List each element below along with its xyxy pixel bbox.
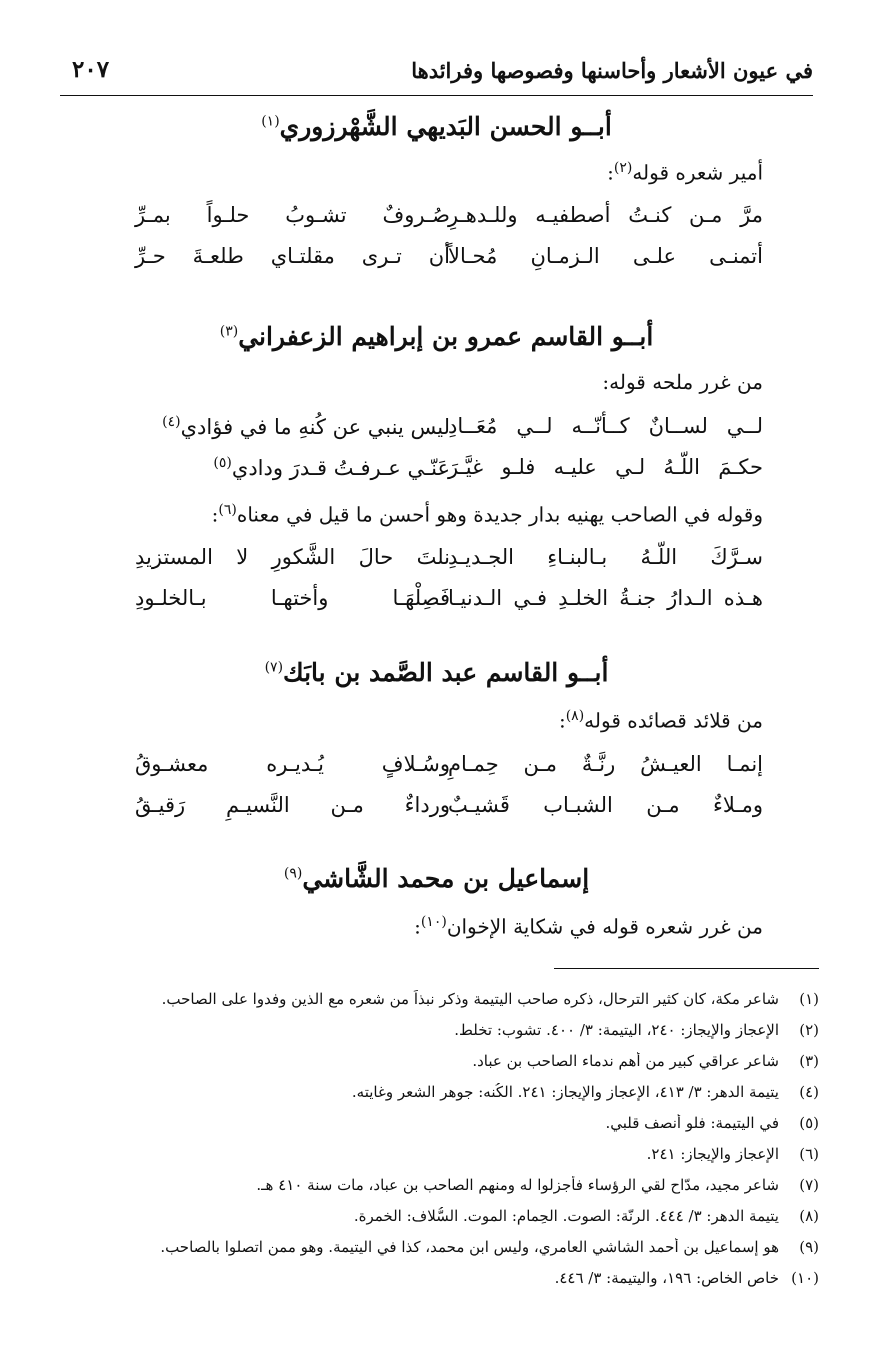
intro-text: من قلائد قصائده قوله xyxy=(584,708,763,733)
section-intro xyxy=(212,502,763,527)
footnote-ref: (٨) xyxy=(565,708,585,724)
footnote-text: الإعجاز والإيجاز: ٢٤٠، اليتيمة: ٣/ ٤٠٠. تشوب: تخلط. xyxy=(454,1021,779,1039)
verse-line xyxy=(0,244,873,276)
footnote-text: شاعر مجيد، مدّاح لقي الرؤساء فأجزلوا له ومنهم الصاحب بن عباد، مات سنة ٤١٠ هـ. xyxy=(256,1176,779,1194)
verse-line xyxy=(0,455,873,487)
footnote-text: يتيمة الدهر: ٣/ ٤١٣، الإعجاز والإيجاز: ٢٤١. الكُنه: جوهر الشعر وغايته. xyxy=(351,1083,779,1101)
running-title: في عيون الأشعار وأحاسنها وفصوصها وفرائدها xyxy=(411,58,813,83)
section-title-text: إسماعيل بن محمد الشَّاشي xyxy=(302,864,590,893)
intro-colon: : xyxy=(558,708,566,733)
verse-second-hemistich: أن تـرى مقلتـاي طلعـةَ حـرِّ xyxy=(135,244,450,268)
footnote-text: خاص الخاص: ١٩٦، واليتيمة: ٣/ ٤٤٦. xyxy=(554,1269,779,1287)
footnote-number: (٦) xyxy=(799,1145,819,1163)
verse-line xyxy=(0,414,873,446)
page-number: ٢٠٧ xyxy=(72,56,110,83)
verse-first-hemistich: إنمـا العيـشُ رنَّـةٌ مـن حِمـامِ xyxy=(448,752,763,776)
section-title-text: أبــو الحسن البَديهي الشَّهْرزوري xyxy=(279,112,612,141)
footnote-number: (٧) xyxy=(799,1176,819,1194)
intro-text: أمير شعره قوله xyxy=(632,160,763,185)
footnote-number: (٢) xyxy=(799,1021,819,1039)
verse-second-hemistich: ورداءٌ مـن النَّسيـمِ رَقيـقُ xyxy=(135,793,450,817)
verse-line xyxy=(0,586,873,618)
footnote xyxy=(39,1176,819,1194)
verse-second-hemistich xyxy=(135,455,450,480)
verse-second-hemistich: صُـروفٌ تشـوبُ حلـواً بمـرِّ xyxy=(135,203,450,227)
footnote-number: (١٠) xyxy=(791,1269,819,1287)
section-intro xyxy=(602,370,763,394)
hemistich-text: ليس ينبي عن كُنهِ ما في فؤادي xyxy=(180,415,450,439)
footnote-separator xyxy=(554,968,819,969)
section-intro xyxy=(559,708,763,733)
verse-second-hemistich: فَصِلْهَـا وأختهـا بـالخلـودِ xyxy=(135,586,450,610)
intro-colon: : xyxy=(211,502,219,527)
intro-colon: : xyxy=(602,370,610,394)
hemistich-text: عَنّـي عـرفـتُ قـدرَ ودادي xyxy=(231,456,450,480)
footnote-ref: (٩) xyxy=(283,865,303,882)
footnote-text: الإعجاز والإيجاز: ٢٤١. xyxy=(646,1145,779,1163)
verse-line xyxy=(0,752,873,784)
verse-first-hemistich: ومـلاءٌ مـن الشبـاب قَشيـبٌ xyxy=(448,793,763,817)
section-title-text: أبــو القاسم عمرو بن إبراهيم الزعفراني xyxy=(238,322,654,351)
footnote xyxy=(39,1114,819,1132)
footnote-text: في اليتيمة: فلو أنصف قلبي. xyxy=(605,1114,779,1132)
footnote-number: (٨) xyxy=(799,1207,819,1225)
footnote-text: شاعر مكة، كان كثير الترحال، ذكره صاحب اليتيمة وذكر نبذاً من شعره مع الذين وفدوا على الصاحب. xyxy=(161,990,779,1008)
footnote-number: (٤) xyxy=(799,1083,819,1101)
footnote xyxy=(39,990,819,1008)
footnote-number: (٣) xyxy=(799,1052,819,1070)
verse-line xyxy=(0,793,873,825)
section-title-text: أبــو القاسم عبد الصَّمد بن بابَك xyxy=(283,658,609,687)
section-title-zafarani xyxy=(0,322,873,351)
footnote-ref: (١) xyxy=(261,113,280,130)
footnote-ref: (٧) xyxy=(264,659,284,676)
verse-second-hemistich: نلتَ حالَ الشَّكورِ لا المستزيدِ xyxy=(135,545,450,569)
footnote-text: هو إسماعيل بن أحمد الشاشي العامري، وليس ابن محمد، كذا في اليتيمة. وهو ممن اتصلوا بالصاحب. xyxy=(160,1238,779,1256)
footnote xyxy=(39,1238,819,1256)
footnote-number: (٥) xyxy=(799,1114,819,1132)
section-title-shashi xyxy=(0,864,873,893)
footnote-ref: (٣) xyxy=(219,323,239,340)
verse-first-hemistich: هـذه الـدارُ جنـةُ الخلـدِ فـي الـدنيـا xyxy=(448,586,763,610)
verse-first-hemistich: حكـمَ اللّـهُ لـي عليـه فلـو غيَّـرَ xyxy=(448,455,763,479)
footnote-ref: (٢) xyxy=(613,160,633,176)
intro-text: من غرر ملحه قوله xyxy=(609,370,763,394)
footnote xyxy=(39,1207,819,1225)
footnote-number: (١) xyxy=(799,990,819,1008)
intro-colon: : xyxy=(607,160,614,185)
footnote-ref: (٤) xyxy=(162,414,181,430)
footnote xyxy=(39,1145,819,1163)
verse-second-hemistich xyxy=(135,414,450,439)
section-title-babak xyxy=(0,658,873,687)
footnote-text: شاعر عراقي كبير من أهم ندماء الصاحب بن عباد. xyxy=(472,1052,779,1070)
intro-colon: : xyxy=(414,914,421,939)
verse-first-hemistich: سـرَّكَ اللّـهُ بـالبنـاءِ الجـديـدِ xyxy=(448,545,763,569)
footnote-ref: (٥) xyxy=(213,455,232,471)
footnote xyxy=(39,1052,819,1070)
footnote-ref: (١٠) xyxy=(420,914,447,930)
footnote-text: يتيمة الدهر: ٣/ ٤٤٤. الرنّة: الصوت. الحِمام: الموت. السُّلاف: الخمرة. xyxy=(353,1207,779,1225)
header-rule xyxy=(60,95,813,96)
verse-line xyxy=(0,545,873,577)
footnote xyxy=(39,1269,819,1287)
verse-line xyxy=(0,203,873,235)
intro-text: من غرر شعره قوله في شكاية الإخوان xyxy=(446,914,763,939)
verse-second-hemistich: وسُـلافٍ يُـديـره معشـوقُ xyxy=(135,752,450,776)
footnote-ref: (٦) xyxy=(218,502,237,518)
verse-first-hemistich: لــي لســانٌ كــأنّــه لــي مُعَــادِ xyxy=(448,414,763,438)
intro-text: وقوله في الصاحب يهنيه بدار جديدة وهو أحسن ما قيل في معناه xyxy=(236,502,763,527)
section-intro xyxy=(414,914,763,939)
footnote xyxy=(39,1021,819,1039)
verse-first-hemistich: أتمنـى علـى الـزمـانِ مُحـالاً xyxy=(448,244,763,268)
verse-first-hemistich: مرَّ مـن كنـتُ أصطفيـه وللـدهـرِ xyxy=(448,203,763,227)
section-title-shahrazuri xyxy=(0,112,873,141)
footnote xyxy=(39,1083,819,1101)
section-intro xyxy=(607,160,763,185)
footnote-number: (٩) xyxy=(799,1238,819,1256)
